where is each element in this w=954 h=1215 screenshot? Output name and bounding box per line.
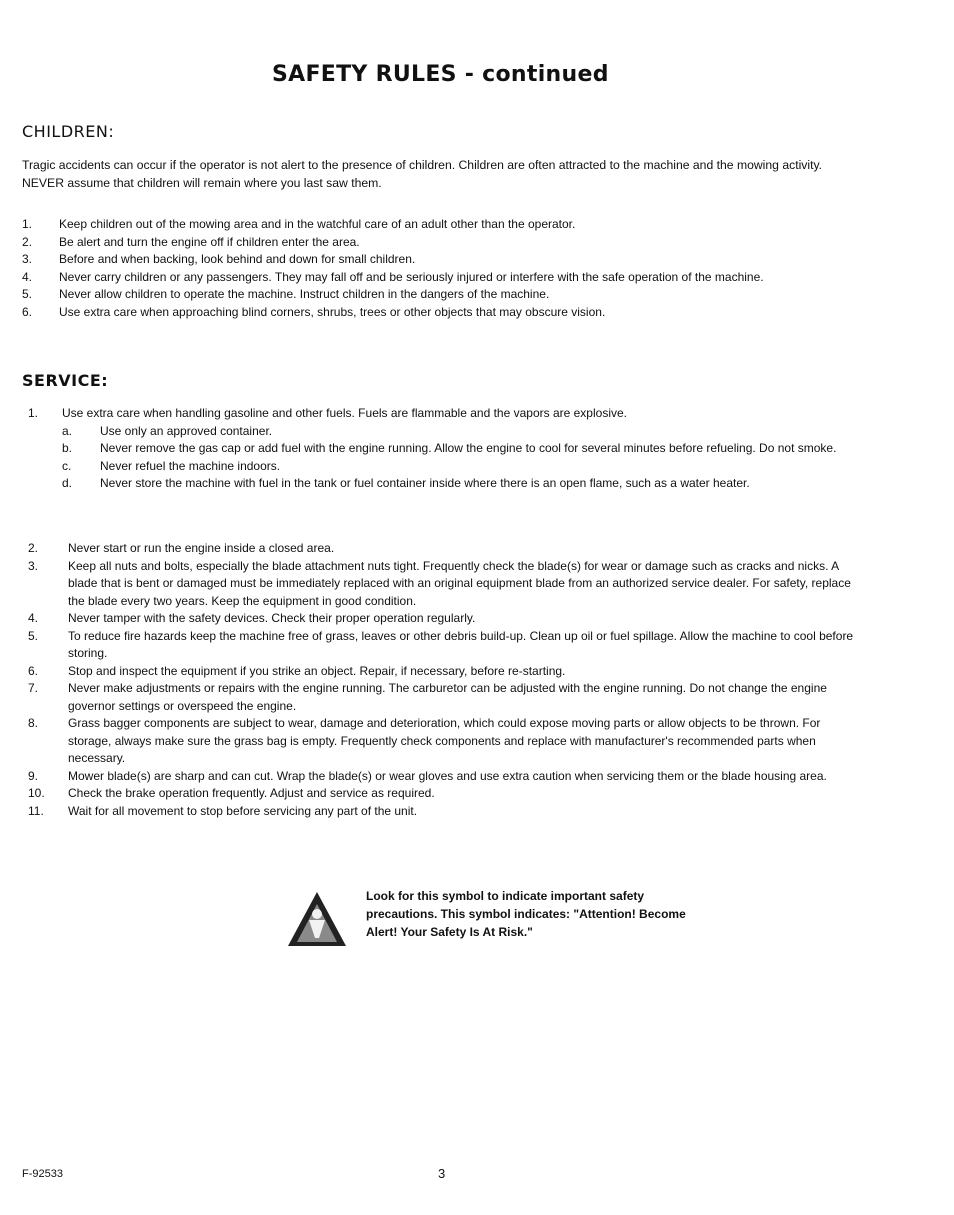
- item-text: Grass bagger components are subject to wear, damage and deterioration, which could expose moving parts or allow objects to be thrown. For storage, always make sure the grass bag is empty. Frequently check components and replace with manufacturer's recommended parts when necessary.: [68, 716, 821, 765]
- item-text: Before and when backing, look behind and down for small children.: [59, 252, 416, 266]
- item-number: 1.: [22, 217, 33, 231]
- item-number: 10.: [28, 786, 45, 800]
- item-text: Never allow children to operate the machine. Instruct children in the dangers of the machine.: [59, 287, 550, 301]
- item-number: 6.: [28, 663, 39, 678]
- list-item: [28, 628, 862, 663]
- sub-item: [28, 440, 858, 458]
- sub-item: [28, 475, 858, 493]
- list-item: [22, 269, 852, 287]
- document-code: F-92533: [22, 1168, 63, 1180]
- children-intro: Tragic accidents can occur if the operator is not alert to the presence of children. Children are often attracted to the machine and the mowing activity. NEVER assume that children will remain where you last saw them.: [22, 158, 823, 190]
- list-item: [22, 234, 852, 252]
- warning-triangle-icon: [286, 890, 348, 948]
- list-item: [28, 663, 862, 681]
- page-title: SAFETY RULES - continued: [272, 62, 609, 87]
- sub-item-text: Never remove the gas cap or add fuel with the engine running. Allow the engine to cool for several minutes before refueling. Do not smoke.: [100, 441, 837, 455]
- item-text: Keep children out of the mowing area and in the watchful care of an adult other than the operator.: [59, 217, 576, 231]
- sub-item-letter: c.: [62, 458, 72, 473]
- sub-item-text: Use only an approved container.: [100, 423, 273, 438]
- item-text: Use extra care when handling gasoline and other fuels. Fuels are flammable and the vapors are explosive.: [62, 406, 627, 420]
- item-number: 2.: [28, 541, 39, 555]
- service-list: [28, 405, 858, 493]
- item-number: 11.: [28, 803, 44, 818]
- children-list: [22, 216, 852, 321]
- item-number: 3.: [28, 558, 39, 573]
- item-text: Stop and inspect the equipment if you strike an object. Repair, if necessary, before re-starting.: [68, 663, 566, 678]
- item-text: Use extra care when approaching blind corners, shrubs, trees or other objects that may obscure vision.: [59, 304, 606, 319]
- safety-symbol-description: Look for this symbol to indicate important safety precautions. This symbol indicates: "Attention! Become Alert! Your Safety Is At Risk.": [366, 889, 686, 939]
- item-text: Wait for all movement to stop before servicing any part of the unit.: [68, 803, 418, 818]
- item-number: 7.: [28, 681, 39, 695]
- item-number: 9.: [28, 768, 39, 783]
- item-text: Never start or run the engine inside a closed area.: [68, 541, 335, 555]
- item-text: To reduce fire hazards keep the machine free of grass, leaves or other debris build-up. Clean up oil or fuel spillage. Allow the machine to cool before storing.: [68, 628, 854, 660]
- sub-item-letter: a.: [62, 423, 73, 438]
- sub-item-text: Never store the machine with fuel in the tank or fuel container inside where there is an open flame, such as a water heater.: [100, 476, 750, 490]
- service-list-continued: [28, 540, 862, 820]
- item-text: Never tamper with the safety devices. Check their proper operation regularly.: [68, 611, 476, 625]
- item-text: Never carry children or any passengers. They may fall off and be seriously injured or interfere with the safe operation of the machine.: [59, 269, 764, 284]
- item-number: 1.: [28, 406, 39, 420]
- list-item: [28, 680, 862, 715]
- list-item: [22, 251, 852, 269]
- item-number: 4.: [22, 269, 33, 284]
- service-heading: SERVICE:: [22, 371, 109, 390]
- list-item: [28, 405, 858, 423]
- item-text: Never make adjustments or repairs with the engine running. The carburetor can be adjusted with the engine running. Do not change the engine governor settings or overspeed the engine.: [68, 681, 827, 713]
- sub-item: [28, 423, 858, 441]
- page-number: 3: [438, 1166, 446, 1181]
- item-number: 8.: [28, 716, 39, 730]
- item-number: 6.: [22, 304, 33, 319]
- list-item: [28, 803, 862, 821]
- list-item: [22, 216, 852, 234]
- item-number: 5.: [22, 287, 33, 301]
- sub-item-letter: b.: [62, 441, 73, 455]
- sub-item-letter: d.: [62, 476, 73, 490]
- item-number: 5.: [28, 628, 39, 643]
- item-text: Mower blade(s) are sharp and can cut. Wrap the blade(s) or wear gloves and use extra caution when servicing them or the blade housing area.: [68, 768, 827, 783]
- list-item: [22, 286, 852, 304]
- sub-item-text: Never refuel the machine indoors.: [100, 458, 281, 473]
- item-number: 3.: [22, 252, 33, 266]
- list-item: [28, 610, 862, 628]
- list-item: [28, 715, 862, 768]
- list-item: [28, 785, 862, 803]
- list-item: [22, 304, 852, 322]
- sub-item: [28, 458, 858, 476]
- list-item: [28, 558, 862, 611]
- children-heading: CHILDREN:: [22, 122, 115, 141]
- item-text: Check the brake operation frequently. Adjust and service as required.: [68, 786, 435, 800]
- item-number: 4.: [28, 611, 39, 625]
- list-item: [28, 768, 862, 786]
- item-text: Be alert and turn the engine off if children enter the area.: [59, 234, 360, 249]
- item-number: 2.: [22, 234, 33, 249]
- list-item: [28, 540, 862, 558]
- item-text: Keep all nuts and bolts, especially the blade attachment nuts tight. Frequently check the blade(s) for wear or damage such as cracks and nicks. A blade that is bent or damaged must be immediately replaced with an original equipment blade from an authorized service dealer. For safety, replace the blade every two years. Keep the equipment in good condition.: [68, 558, 851, 608]
